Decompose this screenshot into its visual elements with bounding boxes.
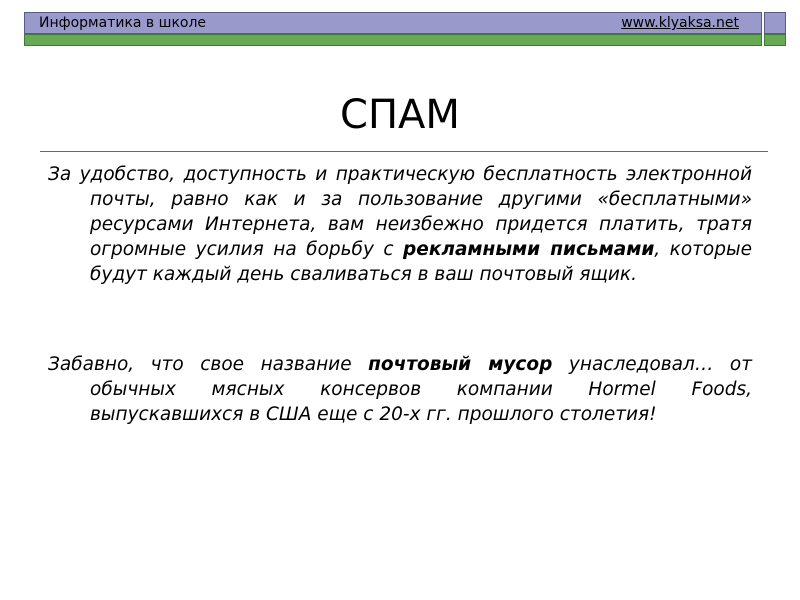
- paragraph-1: [48, 162, 752, 287]
- paragraph-2: [48, 352, 752, 427]
- paragraph-2-bold-term: почтовый мусор: [368, 354, 553, 375]
- header-bar: [24, 12, 786, 46]
- header-corner-box-top: [764, 12, 786, 34]
- paragraph-1-bold-term: рекламными письмами: [403, 239, 655, 260]
- header-corner-box-bottom: [764, 34, 786, 46]
- header-title: Информатика в школе: [39, 15, 207, 31]
- slide-title: СПАМ: [340, 92, 460, 138]
- paragraph-2-text-start: Забавно, что свое название: [48, 354, 369, 375]
- header-top-band: [24, 12, 762, 34]
- header-bottom-band: [24, 34, 762, 46]
- paragraph-2-text-end: унаследовал… от обычных мясных консервов компании Hormel Foods, выпускавшихся в США еще с 20-х гг. прошлого столетия!: [90, 354, 752, 425]
- paragraph-1-text-end: , которые будут каждый день сваливаться в ваш почтовый ящик.: [90, 239, 752, 285]
- paragraph-1-text-start: За удобство, доступность и практическую бесплатность электронной почты, равно как и за пользование другими «бесплатными» ресурсами Интернета, вам неизбежно придется платить, тратя огромные усилия на борьбу с: [48, 164, 752, 260]
- site-link[interactable]: www.klyaksa.net: [621, 15, 739, 31]
- title-divider: [40, 151, 768, 152]
